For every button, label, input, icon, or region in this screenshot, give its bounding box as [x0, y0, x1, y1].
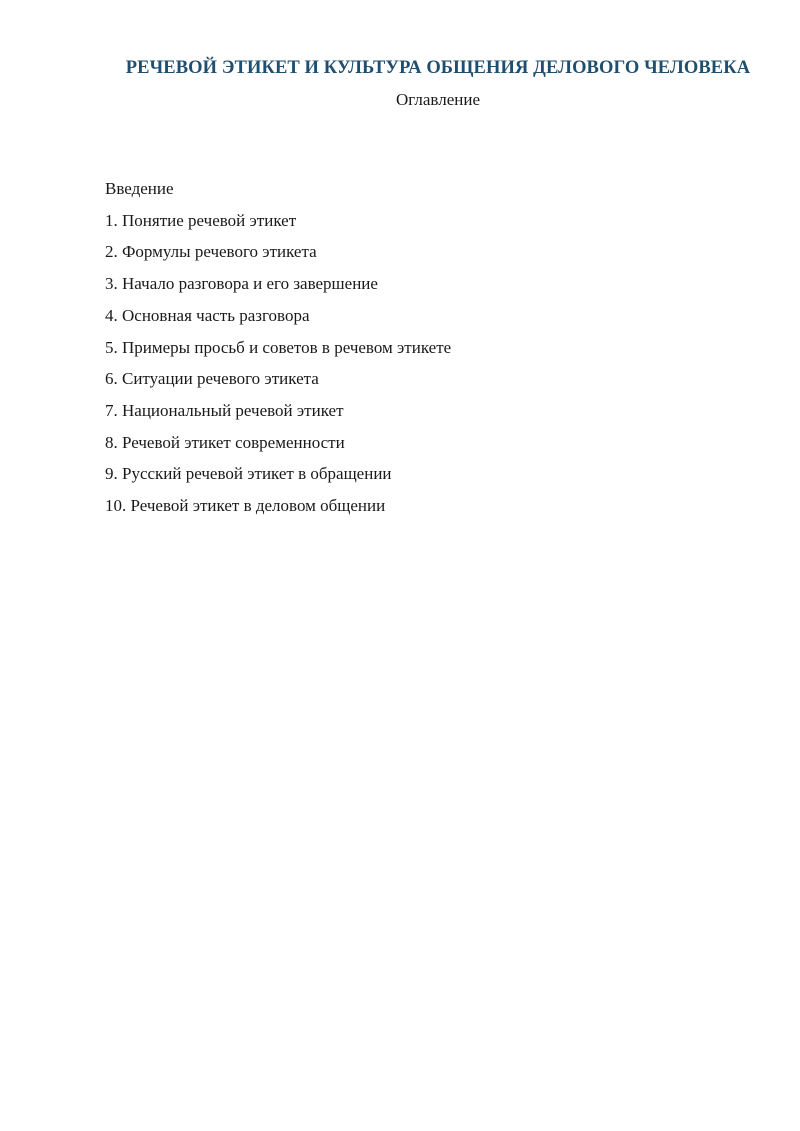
toc-item-6: 6. Ситуации речевого этикета — [105, 369, 319, 389]
table-of-contents — [105, 173, 451, 522]
toc-item-2: 2. Формулы речевого этикета — [105, 242, 317, 262]
toc-item-1: 1. Понятие речевой этикет — [105, 210, 297, 230]
toc-heading: Оглавление — [396, 90, 480, 109]
toc-item-8: 8. Речевой этикет современности — [105, 432, 345, 452]
toc-item-introduction: Введение — [105, 179, 174, 198]
toc-item-5: 5. Примеры просьб и советов в речевом этикете — [105, 337, 452, 357]
toc-item-9: 9. Русский речевой этикет в обращении — [105, 464, 392, 484]
document-title: РЕЧЕВОЙ ЭТИКЕТ И КУЛЬТУРА ОБЩЕНИЯ ДЕЛОВОГО ЧЕЛОВЕКА — [125, 58, 751, 78]
toc-item-10: 10. Речевой этикет в деловом общении — [105, 496, 386, 516]
toc-item-4: 4. Основная часть разговора — [105, 305, 310, 325]
toc-item-7: 7. Национальный речевой этикет — [105, 400, 344, 420]
toc-item-3: 3. Начало разговора и его завершение — [105, 274, 378, 294]
